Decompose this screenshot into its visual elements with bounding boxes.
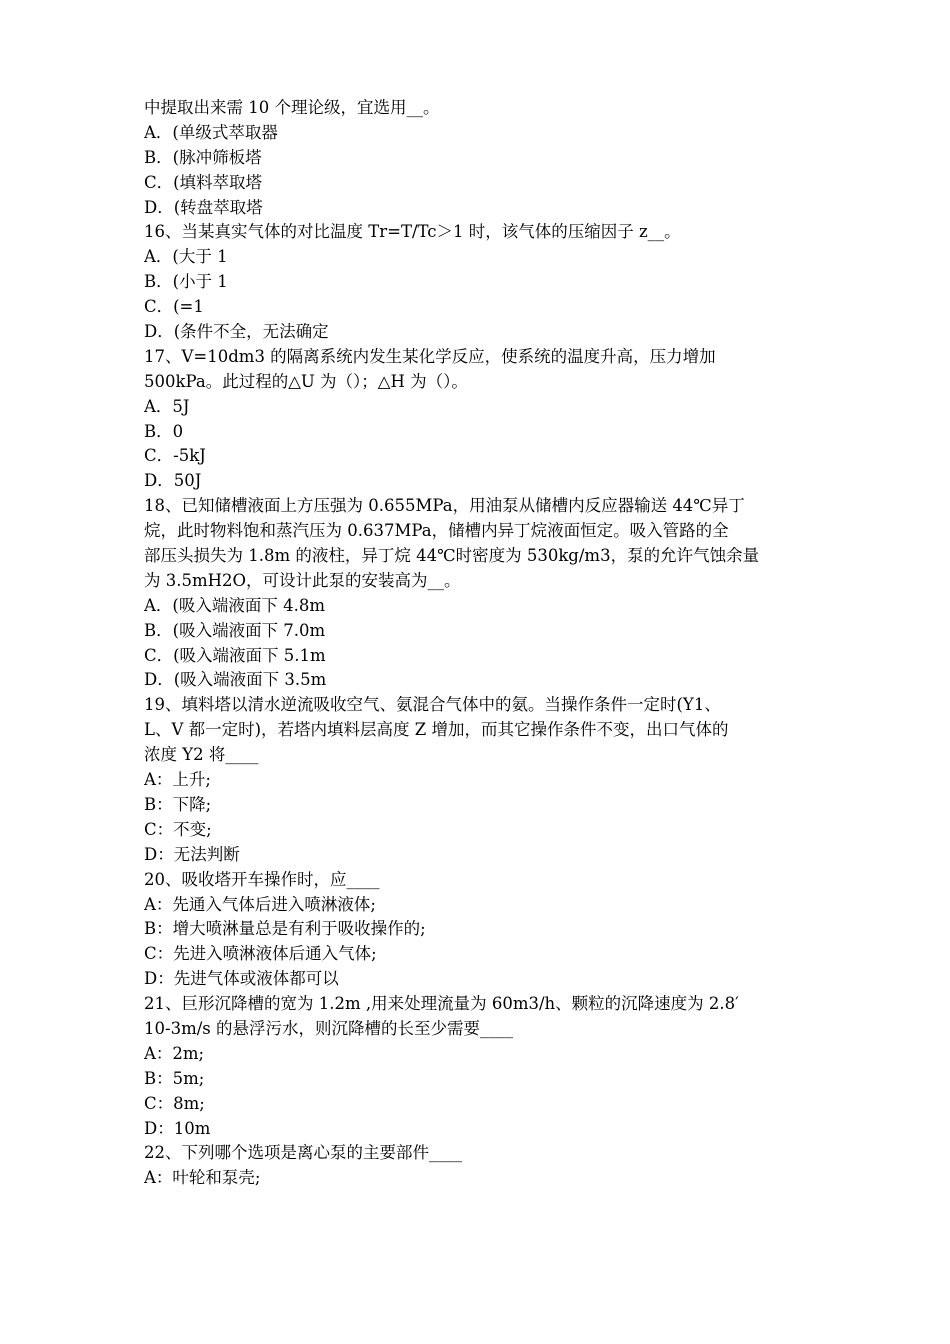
- option-line: A：先通入气体后进入喷淋液体;: [144, 894, 376, 914]
- question-18-cont: 部压头损失为 1.8m 的液柱，异丁烷 44℃时密度为 530kg/m3，泵的允许气蚀余量: [144, 546, 760, 566]
- option-line: B：增大喷淋量总是有利于吸收操作的;: [144, 919, 426, 939]
- option-line: B．(脉冲筛板塔: [144, 147, 262, 167]
- option-line: A．(单级式萃取器: [144, 122, 278, 142]
- option-line: D：10m: [144, 1118, 211, 1138]
- question-20: 20、吸收塔开车操作时，应____: [144, 869, 380, 889]
- question-21-cont: 10-3m/s 的悬浮污水，则沉降槽的长至少需要____: [144, 1018, 513, 1038]
- option-line: A：上升;: [144, 770, 211, 790]
- option-line: C．(=1: [144, 297, 204, 317]
- question-19: 19、填料塔以清水逆流吸收空气、氨混合气体中的氨。当操作条件一定时(Y1、: [144, 695, 721, 715]
- option-line: A：2m;: [144, 1043, 205, 1063]
- question-18-cont: 烷，此时物料饱和蒸汽压为 0.637MPa，储槽内异丁烷液面恒定。吸入管路的全: [144, 521, 729, 541]
- question-17: 17、V=10dm3 的隔离系统内发生某化学反应，使系统的温度升高，压力增加: [144, 346, 716, 366]
- option-line: B．0: [144, 421, 184, 441]
- option-line: C：8m;: [144, 1093, 205, 1113]
- question-18-cont: 为 3.5mH2O，可设计此泵的安装高为__。: [144, 570, 461, 590]
- option-line: C：先进入喷淋液体后通入气体;: [144, 944, 377, 964]
- question-19-cont: L、V 都一定时)，若塔内填料层高度 Z 增加，而其它操作条件不变，出口气体的: [144, 720, 729, 740]
- text-line: 中提取出来需 10 个理论级，宜选用__。: [144, 98, 440, 117]
- question-18: 18、已知储槽液面上方压强为 0.655MPa，用油泵从储槽内反应器输送 44℃异丁: [144, 496, 745, 516]
- option-line: C．(填料萃取塔: [144, 172, 263, 192]
- option-line: D：无法判断: [144, 844, 240, 864]
- option-line: A．(吸入端液面下 4.8m: [144, 595, 325, 615]
- question-22: 22、下列哪个选项是离心泵的主要部件____: [144, 1143, 462, 1163]
- option-line: B．(吸入端液面下 7.0m: [144, 620, 326, 640]
- option-line: D．(吸入端液面下 3.5m: [144, 670, 327, 690]
- option-line: C：不变;: [144, 819, 212, 839]
- question-17-cont: 500kPa。此过程的△U 为（）；△H 为（）。: [144, 371, 468, 391]
- option-line: D：先进气体或液体都可以: [144, 969, 339, 989]
- option-line: A．5J: [144, 396, 190, 416]
- option-line: B：下降;: [144, 794, 212, 814]
- option-line: B．(小于 1: [144, 272, 228, 292]
- question-21: 21、巨形沉降槽的宽为 1.2m ,用来处理流量为 60m3/h、颗粒的沉降速度为 2.8′: [144, 994, 739, 1014]
- document-page: [144, 96, 814, 1191]
- option-line: A：叶轮和泵壳;: [144, 1168, 261, 1188]
- option-line: C．-5kJ: [144, 446, 206, 466]
- question-16: 16、当某真实气体的对比温度 Tr=T/Tc＞1 时，该气体的压缩因子 z__。: [144, 222, 681, 242]
- option-line: C．(吸入端液面下 5.1m: [144, 645, 326, 665]
- option-line: B：5m;: [144, 1068, 205, 1088]
- question-19-cont: 浓度 Y2 将____: [144, 745, 259, 765]
- option-line: D．(条件不全，无法确定: [144, 322, 329, 342]
- option-line: D．50J: [144, 471, 202, 491]
- option-line: A．(大于 1: [144, 247, 228, 267]
- option-line: D．(转盘萃取塔: [144, 197, 263, 217]
